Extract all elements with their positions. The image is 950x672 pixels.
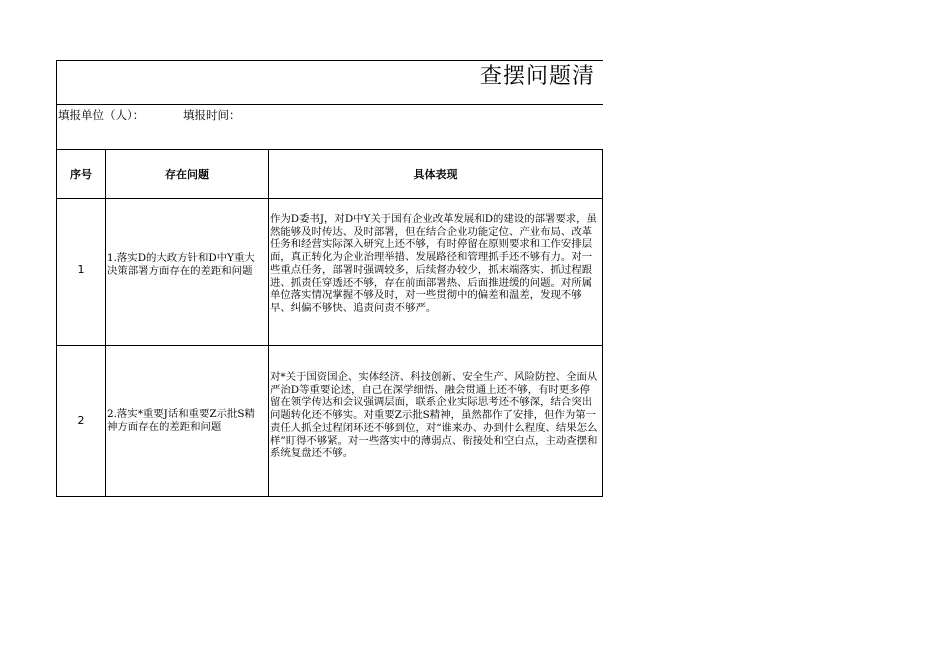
page-title: 查摆问题清 [480,64,596,89]
header-bottom-border [56,198,603,199]
col-divider-1 [105,149,106,497]
row1-problem: 1.落实D的大政方针和D中Y重大决策部署方面存在的差距和问题 [107,252,255,277]
table-bottom-border [56,496,603,497]
title-underline [56,104,603,105]
row2-detail: 对*关于国资国企、实体经济、科技创新、安全生产、风险防控、全面从严治D等重要论述，自己在深学细悟、融会贯通上还不够，有时更多停留在领学传达和会议强调层面，联系企业实际思考还不够深，结合突出问题转化还不够实。对重要Z示批S精神，虽然都作了安排，但作为第一责任人抓全过程闭环还不够到位，对“谁来办、办到什么程度、结果怎么样”盯得不够紧。对一些落实中的薄弱点、衔接处和空白点，主动查摆和系统复盘还不够。 [270,371,598,460]
header-detail: 具体表现 [413,168,458,181]
border-left [56,60,57,497]
table-top-border [56,149,603,150]
row1-number: 1 [77,263,85,276]
table-right-border [602,149,603,497]
row1-bottom-border [56,345,603,346]
row2-problem: 2.落实*重要J话和重要Z示批S精神方面存在的差距和问题 [107,408,255,433]
row2-number: 2 [77,414,85,427]
col-divider-2 [268,149,269,497]
row1-detail: 作为D委书J，对D中Y关于国有企业改革发展和D的建设的部署要求，虽然能够及时传达、及时部署，但在结合企业功能定位、产业布局、改革任务和经营实际深入研究上还不够，有时停留在原则要求和工作安排层面，真正转化为企业治理举措、发展路径和管理抓手还不够有力。对一些重点任务，部署时强调较多，后续督办较少，抓末端落实、抓过程跟进、抓责任穿透还不够，存在前面部署热、后面推进缓的问题。对所属单位落实情况掌握不够及时，对一些贯彻中的偏差和温差，发现不够早、纠偏不够快、追责问责不够严。 [270,213,597,314]
header-seq: 序号 [70,168,92,181]
header-problem: 存在问题 [165,168,209,181]
fill-time-label: 填报时间： [183,108,241,122]
fill-unit-label: 填报单位（人）： [58,108,145,122]
